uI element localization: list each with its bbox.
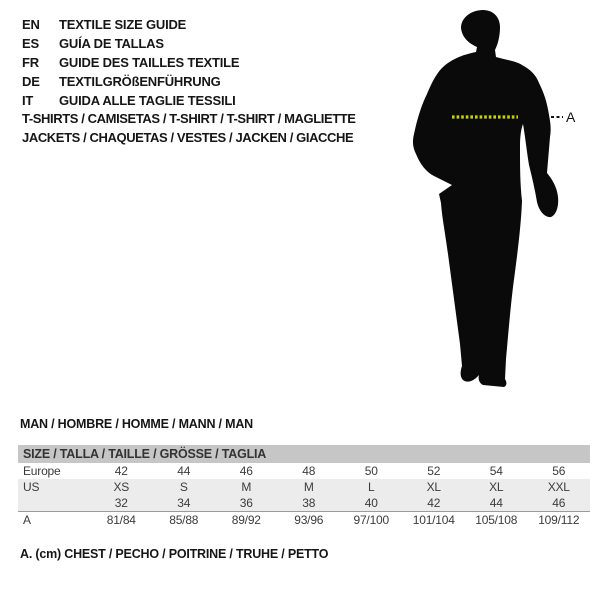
table-cell: 34 [177, 496, 191, 510]
row-label: Europe [23, 464, 61, 478]
table-cell: 93/96 [294, 513, 324, 527]
language-code: FR [22, 55, 39, 70]
category-line-tshirts: T-SHIRTS / CAMISETAS / T-SHIRT / T-SHIRT / MAGLIETTE [22, 111, 356, 126]
language-label: GUIDE DES TAILLES TEXTILE [59, 55, 240, 70]
table-cell: XXL [547, 480, 570, 494]
language-code: DE [22, 74, 40, 89]
table-cell: 48 [302, 464, 316, 478]
table-cell: 97/100 [353, 513, 389, 527]
table-cell: 46 [239, 464, 253, 478]
language-list [22, 15, 239, 110]
table-cell: 38 [302, 496, 316, 510]
language-code: ES [22, 36, 39, 51]
table-cell: 42 [114, 464, 128, 478]
man-silhouette-shape [413, 10, 558, 387]
language-row-fr [22, 53, 239, 72]
table-cell: 105/108 [475, 513, 518, 527]
garment-categories [22, 109, 356, 147]
language-row-de [22, 72, 239, 91]
man-silhouette-figure [408, 6, 583, 396]
row-label: A [23, 513, 31, 527]
table-cell: 32 [114, 496, 128, 510]
table-row-us [18, 479, 590, 495]
table-cell: 46 [552, 496, 566, 510]
table-cell: 44 [489, 496, 503, 510]
table-cell: 36 [239, 496, 253, 510]
language-label: GUÍA DE TALLAS [59, 36, 164, 51]
size-table-header: SIZE / TALLA / TAILLE / GRÖSSE / TAGLIA [18, 445, 590, 463]
man-silhouette-icon [408, 6, 583, 396]
row-label: US [23, 480, 40, 494]
table-cell: 50 [364, 464, 378, 478]
table-cell: 81/84 [106, 513, 136, 527]
table-cell: 101/104 [412, 513, 455, 527]
language-code: IT [22, 93, 34, 108]
size-table [18, 445, 590, 528]
table-cell: 40 [364, 496, 378, 510]
section-title-man: MAN / HOMBRE / HOMME / MANN / MAN [20, 417, 253, 431]
table-row-chest-a [18, 511, 590, 528]
table-cell: XS [113, 480, 130, 494]
table-cell: 85/88 [169, 513, 199, 527]
table-cell: 44 [177, 464, 191, 478]
table-cell: S [179, 480, 188, 494]
language-label: TEXTILGRÖßENFÜHRUNG [59, 74, 221, 89]
table-row-europe [18, 463, 590, 479]
category-line-jackets: JACKETS / CHAQUETAS / VESTES / JACKEN / GIACCHE [22, 130, 354, 145]
table-row-numeric [18, 495, 590, 511]
language-row-it [22, 91, 239, 110]
language-label: TEXTILE SIZE GUIDE [59, 17, 187, 32]
chest-measure-footnote: A. (cm) CHEST / PECHO / POITRINE / TRUHE / PETTO [20, 547, 329, 561]
table-cell: M [303, 480, 314, 494]
table-cell: 54 [489, 464, 503, 478]
measure-label-a: A [566, 109, 576, 125]
language-code: EN [22, 17, 40, 32]
table-cell: XL [489, 480, 504, 494]
table-cell: L [368, 480, 375, 494]
table-cell: 109/112 [538, 513, 580, 527]
table-cell: XL [426, 480, 441, 494]
table-cell: 42 [427, 496, 441, 510]
table-cell: M [241, 480, 252, 494]
table-cell: 56 [552, 464, 566, 478]
language-row-es [22, 34, 239, 53]
language-label: GUIDA ALLE TAGLIE TESSILI [59, 93, 236, 108]
table-cell: 52 [427, 464, 441, 478]
language-row-en [22, 15, 239, 34]
table-cell: 89/92 [231, 513, 261, 527]
